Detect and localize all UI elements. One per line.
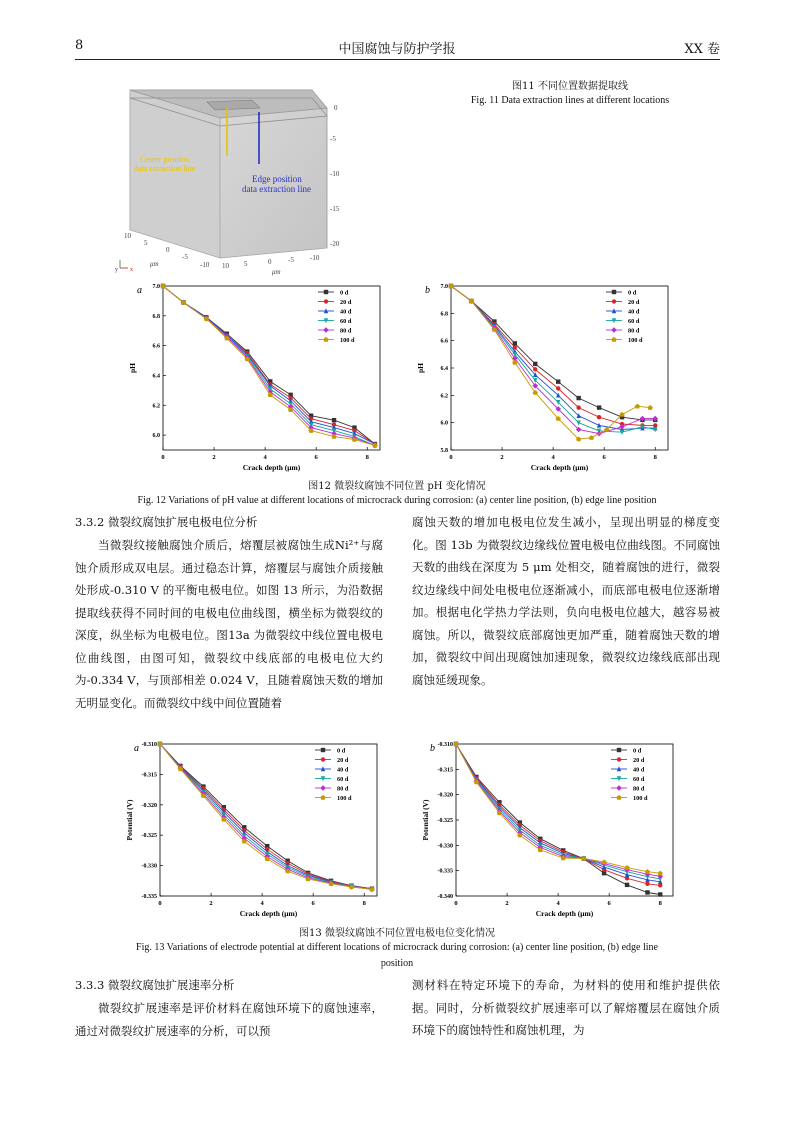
series-line [456, 744, 660, 882]
volume-label: XX 卷 [684, 42, 720, 57]
series-line [456, 744, 660, 879]
legend-marker [617, 748, 621, 752]
legend-marker [611, 337, 616, 342]
x-tick-label: 2 [212, 454, 216, 461]
paragraph: 当微裂纹接触腐蚀介质后，熔覆层被腐蚀生成Ni²⁺与腐蚀介质形成双电层。通过稳态计算，熔覆层与腐蚀介质接触处形成-0.310 V 的平衡电极电位。如图 13 所示，为沿数据提取线获得不同时间的电极电位曲线图，横坐标为微裂纹的深度，纵坐标为电极电位。图13a 为微裂纹中线位置电极电位曲线图，由图可知，微裂纹中线底部的电极电位大约为-0.334 V，与顶部相差 0.024 V，且随着腐蚀天数的增加无明显变化。而微裂纹中线中间位置随着 [75, 538, 383, 710]
legend-marker [321, 748, 325, 752]
data-point [619, 412, 624, 417]
fig11-caption-cn: 图11 不同位置数据提取线 [512, 81, 628, 92]
data-point [645, 890, 649, 894]
data-point [331, 434, 336, 439]
panel-label: b [425, 285, 430, 296]
data-point [635, 404, 640, 409]
y-tick-label: -0.310 [141, 742, 157, 748]
legend-marker [612, 290, 616, 294]
y-tick: -10 [200, 261, 210, 269]
y-tick-label: 6.4 [152, 373, 160, 380]
legend-label: 100 d [633, 794, 648, 802]
x-tick-label: 2 [505, 900, 509, 907]
y-tick-label: 6.4 [440, 366, 448, 372]
section-heading-332: 3.3.2 微裂纹腐蚀扩展电极电位分析 [75, 515, 258, 529]
header-rule [75, 59, 720, 60]
x-axis-label: Crack depth (μm) [535, 909, 594, 918]
legend-label: 20 d [340, 298, 352, 306]
section-333-right-column [412, 974, 720, 1042]
edge-line-label-2: data extraction line [242, 184, 311, 194]
legend-marker [324, 290, 328, 294]
axis-y-label: y [115, 267, 118, 273]
data-point [533, 367, 537, 371]
z-tick: -5 [330, 135, 336, 143]
series [449, 284, 658, 422]
section-333-left-column [75, 997, 383, 1042]
paragraph: 微裂纹扩展速率是评价材料在腐蚀环境下的腐蚀速率，通过对微裂纹扩展速率的分析，可以预 [75, 1001, 383, 1038]
x-tick: 10 [222, 262, 229, 270]
y-axis-label: Potential (V) [125, 799, 134, 841]
section-heading-333: 3.3.3 微裂纹腐蚀扩展速率分析 [75, 978, 235, 992]
legend-label: 0 d [628, 289, 637, 297]
series [454, 742, 663, 888]
data-point [576, 405, 580, 409]
x-tick-label: 0 [449, 454, 453, 461]
legend-label: 20 d [633, 756, 645, 764]
fig11-3d-model [112, 78, 362, 278]
legend-label: 20 d [337, 756, 349, 764]
x-tick-label: 0 [161, 454, 165, 461]
fig13-caption-en-2: position [380, 958, 414, 969]
legend-marker [320, 785, 326, 791]
y-tick-label: -0.320 [141, 802, 157, 809]
y-axis-label: Potential (V) [421, 799, 430, 841]
y-tick: -5 [182, 253, 188, 261]
legend-label: 60 d [337, 775, 349, 783]
fig13-caption-cn: 图13 微裂纹腐蚀不同位置电极电位变化情况 [299, 928, 495, 939]
legend-marker [617, 757, 621, 761]
paragraph: 测材料在特定环境下的寿命，为材料的使用和维护提供依据。同时，分析微裂纹扩展速率可以了解熔覆层在腐蚀介质环境下的腐蚀特性和腐蚀机理，为 [412, 978, 720, 1037]
y-tick-label: 6.0 [152, 433, 160, 440]
x-tick-label: 6 [311, 900, 315, 907]
fig13b-chart [418, 740, 683, 920]
y-axis-label: pH [416, 362, 425, 374]
x-tick-label: 6 [607, 900, 611, 907]
data-point [645, 869, 650, 874]
y-tick-label: -0.335 [437, 868, 453, 875]
y-tick-label: 6.8 [152, 313, 160, 320]
legend-label: 100 d [628, 336, 643, 344]
x-tick-label: 8 [362, 900, 366, 907]
y-tick-label: -0.330 [141, 863, 157, 870]
fig12-caption-cn: 图12 微裂纹腐蚀不同位置 pH 变化情况 [308, 481, 486, 492]
x-axis-label: Crack depth (μm) [530, 463, 589, 472]
x-tick-label: 4 [260, 900, 264, 907]
legend-label: 40 d [633, 766, 645, 774]
journal-title: 中国腐蚀与防护学报 [338, 42, 456, 57]
unit-label: μm [150, 260, 159, 268]
legend-marker [611, 327, 617, 333]
fig13-caption-en-1: Fig. 13 Variations of electrode potential at different locations of microcrack during corrosion: (a) center line position, (b) edge line [136, 942, 658, 953]
y-tick-label: 6.2 [152, 403, 160, 410]
panel-label: a [137, 285, 142, 296]
data-point [576, 396, 580, 400]
legend-label: 0 d [340, 289, 349, 297]
legend-label: 100 d [340, 336, 355, 344]
x-tick-label: 4 [263, 454, 267, 461]
series-line [451, 286, 655, 430]
axis-x-label: x [130, 267, 133, 273]
y-tick-label: 5.8 [440, 448, 448, 454]
data-point [556, 386, 560, 390]
legend-label: 0 d [633, 747, 642, 755]
y-tick: 10 [124, 232, 131, 240]
x-tick-label: 0 [158, 900, 162, 907]
legend-marker [320, 795, 325, 800]
series-line [451, 286, 655, 432]
y-tick-label: -0.320 [437, 792, 453, 799]
x-tick-label: 4 [551, 454, 555, 461]
legend-label: 40 d [628, 308, 640, 316]
z-tick: -15 [330, 205, 340, 213]
data-point [589, 435, 594, 440]
y-tick-label: 7.0 [440, 284, 448, 290]
series [157, 741, 374, 892]
legend-label: 40 d [337, 766, 349, 774]
z-tick: -20 [330, 240, 340, 248]
x-tick-label: 2 [500, 454, 504, 461]
y-tick-label: -0.335 [141, 894, 157, 900]
x-tick: -5 [288, 256, 294, 264]
data-point [556, 379, 560, 383]
data-point [332, 418, 336, 422]
legend-marker [321, 757, 325, 761]
series [158, 742, 374, 892]
series-line [451, 286, 655, 434]
edge-line-label-1: Edge position [252, 174, 302, 184]
legend-marker [323, 327, 329, 333]
legend-label: 80 d [340, 327, 352, 335]
y-tick-label: -0.325 [437, 818, 453, 824]
legend-marker [323, 337, 328, 342]
x-tick-label: 6 [602, 454, 606, 461]
section-332-right-column [412, 511, 720, 691]
y-tick-label: -0.315 [141, 772, 157, 779]
data-point [533, 362, 537, 366]
y-tick-label: -0.315 [437, 767, 453, 774]
series [454, 741, 663, 884]
series [453, 741, 662, 875]
panel-label: b [430, 743, 435, 754]
legend-marker [616, 785, 622, 791]
legend-label: 80 d [337, 785, 349, 793]
fig12a-chart [125, 282, 390, 474]
cube-left-face [130, 90, 220, 258]
paragraph: 腐蚀天数的增加电极电位发生减小，呈现出明显的梯度变化。图 13b 为微裂纹边缘线位置电极电位曲线图。不同腐蚀天数的曲线在深度为 5 μm 处相交，随着腐蚀的进行，微裂纹边缘线中间处电极电位逐渐减小，而底部电极电位逐渐增加。根据电化学热力学法则，负向电极电位越大，越容易被腐蚀。所以，微裂纹底部腐蚀更加严重，随着腐蚀天数的增加，微裂纹中间出现腐蚀加速现象，微裂纹边缘线底部出现腐蚀延缓现象。 [412, 515, 720, 687]
x-tick-label: 8 [658, 900, 662, 907]
series [454, 742, 663, 882]
section-332-left-column [75, 534, 383, 714]
data-point [601, 859, 606, 864]
x-axis-label: Crack depth (μm) [242, 463, 301, 472]
series [157, 741, 374, 891]
legend-label: 60 d [628, 317, 640, 325]
y-tick: 0 [166, 246, 170, 254]
y-tick-label: -0.330 [437, 843, 453, 850]
y-tick-label: -0.325 [141, 833, 157, 840]
x-tick-label: 8 [653, 454, 657, 461]
legend-label: 80 d [633, 785, 645, 793]
x-tick-label: 4 [556, 900, 560, 907]
data-point [658, 871, 663, 876]
y-tick-label: 6.0 [440, 420, 448, 427]
x-axis-label: Crack depth (μm) [239, 909, 298, 918]
x-tick-label: 0 [454, 900, 458, 907]
legend-marker [612, 299, 616, 303]
center-line-label-1: Center position [140, 155, 190, 164]
data-point [513, 341, 517, 345]
fig12b-chart [413, 282, 678, 474]
x-tick: -10 [310, 254, 320, 262]
series-line [451, 286, 655, 420]
fig11-caption-en: Fig. 11 Data extraction lines at different locations [470, 95, 670, 106]
y-tick-label: -0.310 [437, 742, 453, 748]
series [454, 742, 663, 897]
y-tick-label: 6.8 [440, 311, 448, 318]
series [449, 284, 658, 428]
legend-label: 80 d [628, 327, 640, 335]
data-point [597, 415, 601, 419]
fig12-caption-en: Fig. 12 Variations of pH value at different locations of microcrack during corrosion: (a) center line position, (b) edge line position [137, 495, 657, 506]
y-tick: 5 [144, 239, 148, 247]
legend-label: 40 d [340, 308, 352, 316]
data-point [645, 882, 649, 886]
series-line [456, 744, 660, 885]
panel-label: a [134, 743, 139, 754]
legend-label: 100 d [337, 794, 352, 802]
fig13a-chart [122, 740, 387, 920]
series [453, 741, 663, 879]
series [158, 742, 374, 891]
y-tick-label: 6.6 [440, 338, 448, 345]
data-point [624, 865, 629, 870]
legend-label: 60 d [633, 775, 645, 783]
y-axis-label: pH [128, 362, 137, 374]
center-line-label-2: data extraction line [134, 164, 196, 173]
legend-label: 60 d [340, 317, 352, 325]
legend-marker [616, 795, 621, 800]
z-tick: 0 [334, 104, 338, 112]
z-tick: -10 [330, 170, 340, 178]
series [158, 742, 374, 891]
legend-label: 0 d [337, 747, 346, 755]
legend-marker [324, 299, 328, 303]
series-line [456, 744, 660, 873]
unit-label: μm [272, 268, 281, 276]
page-number: 8 [75, 38, 84, 53]
y-tick-label: 6.2 [440, 393, 448, 400]
data-point [625, 883, 629, 887]
crack-opening [207, 100, 260, 110]
x-tick-label: 6 [314, 454, 318, 461]
x-tick: 5 [244, 260, 248, 268]
x-tick-label: 2 [209, 900, 213, 907]
legend-label: 20 d [628, 298, 640, 306]
x-tick-label: 8 [365, 454, 369, 461]
y-tick-label: 7.0 [152, 284, 160, 290]
data-point [658, 892, 662, 896]
x-tick: 0 [268, 258, 272, 266]
data-point [648, 405, 653, 410]
series [449, 283, 658, 431]
y-tick-label: 6.6 [152, 343, 160, 350]
data-point [597, 405, 601, 409]
y-tick-label: -0.340 [437, 894, 453, 900]
